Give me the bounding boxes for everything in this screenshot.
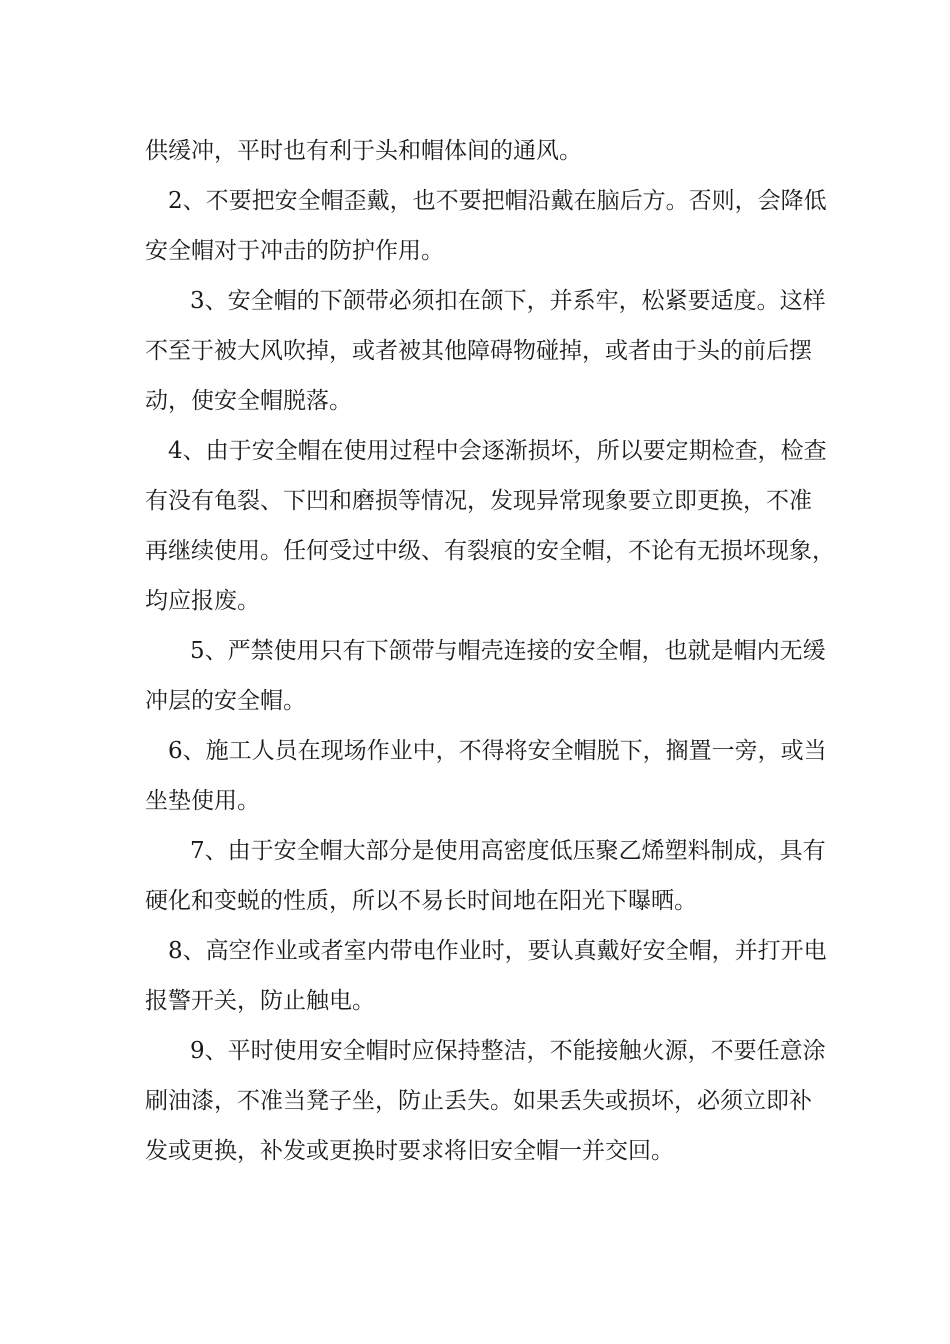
text-line: 5、严禁使用只有下颌带与帽壳连接的安全帽，也就是帽内无缓: [190, 638, 826, 664]
text-line: 2、不要把安全帽歪戴，也不要把帽沿戴在脑后方。否则，会降低: [168, 188, 827, 214]
text-line: 4、由于安全帽在使用过程中会逐渐损坏，所以要定期检查，检查: [168, 438, 827, 464]
text-line: 安全帽对于冲击的防护作用。: [145, 238, 444, 264]
text-line: 7、由于安全帽大部分是使用高密度低压聚乙烯塑料制成，具有: [190, 838, 826, 864]
text-line: 刷油漆，不准当凳子坐，防止丢失。如果丢失或损坏，必须立即补: [145, 1088, 812, 1114]
text-line: 不至于被大风吹掉，或者被其他障碍物碰掉，或者由于头的前后摆: [145, 338, 812, 364]
text-line: 3、安全帽的下颌带必须扣在颌下，并系牢，松紧要适度。这样: [190, 288, 826, 314]
text-line: 均应报废。: [145, 588, 260, 614]
text-line: 冲层的安全帽。: [145, 688, 306, 714]
text-line: 9、平时使用安全帽时应保持整洁，不能接触火源，不要任意涂: [190, 1038, 826, 1064]
text-line: 8、高空作业或者室内带电作业时，要认真戴好安全帽，并打开电: [168, 938, 827, 964]
text-line: 发或更换，补发或更换时要求将旧安全帽一并交回。: [145, 1138, 674, 1164]
text-line: 有没有龟裂、下凹和磨损等情况，发现异常现象要立即更换，不准: [145, 488, 812, 514]
text-line: 再继续使用。任何受过中级、有裂痕的安全帽，不论有无损坏现象，: [145, 538, 835, 564]
text-line: 供缓冲，平时也有利于头和帽体间的通风。: [145, 138, 582, 164]
text-line: 坐垫使用。: [145, 788, 260, 814]
text-line: 6、施工人员在现场作业中，不得将安全帽脱下，搁置一旁，或当: [168, 738, 827, 764]
text-line: 动，使安全帽脱落。: [145, 388, 352, 414]
text-line: 硬化和变蜕的性质，所以不易长时间地在阳光下曝晒。: [145, 888, 697, 914]
text-line: 报警开关，防止触电。: [145, 988, 375, 1014]
